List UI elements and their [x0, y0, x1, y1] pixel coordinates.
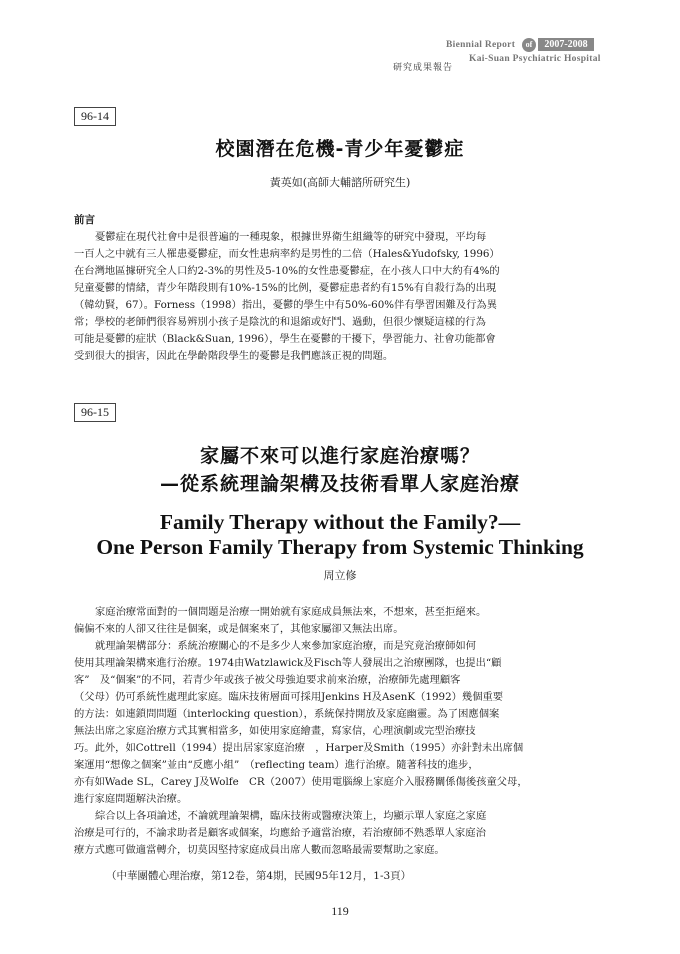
article2-line: 綜合以上各項論述，不論就理論架構，臨床技術或醫療決策上，均顯示單人家庭之家庭	[95, 810, 487, 822]
article2-line: 無法出席之家庭治療方式其實相當多，如使用家庭繪畫，寫家信，心理演劇或完型治療技	[74, 725, 476, 737]
article2-line: 的方法：如連鎖問問題（interlocking question），系統保持開放及家庭幽靈。為了困應個案	[74, 708, 500, 720]
header-hospital-name: Kai-Suan Psychiatric Hospital	[469, 54, 601, 64]
article2-line: 使用其理論架構來進行治療。1974由Watzlawick及Fisch等人發展出之治療團隊，也提出“顧	[74, 657, 502, 669]
article2-title-zh-line2: —從系統理論架構及技術看單人家庭治療	[159, 473, 520, 495]
article1-section-heading: 前言	[74, 214, 95, 226]
article2-title-en-line2: One Person Family Therapy from Systemic Thinking	[96, 535, 584, 559]
article1-line: 兒童憂鬱的情緒，青少年階段則有10%-15%的比例，憂鬱症患者約有15%有自殺行為的出現	[74, 282, 497, 294]
header-report-title: Biennial Report	[446, 40, 516, 50]
article2-title-zh-line1: 家屬不來可以進行家庭治療嗎？	[199, 445, 480, 467]
article1-title: 校園潛在危機-青少年憂鬱症	[215, 138, 465, 160]
article1-line: 常；學校的老師們很容易辨別小孩子是陰沈的和退縮或好鬥、過動，但很少懷疑這樣的行為	[74, 316, 486, 328]
article2-line: 就理論架構部分：系統治療關心的不是多少人來參加家庭治療，而是究竟治療師如何	[95, 640, 476, 652]
article1-line: （韓幼賢，67）。Forness（1998）指出，憂鬱的學生中有50%-60%伴有學習困難及行為異	[74, 299, 498, 311]
article1-line: 憂鬱症在現代社會中是很普遍的一種現象，根據世界衛生組織等的研究中發現，平均每	[95, 231, 487, 243]
article1-line: 在台灣地區據研究全人口約2-3%的男性及5-10%的女性患憂鬱症，在小孩人口中大約有4%的	[74, 265, 500, 277]
article2-line: （父母）仍可系統性處理此家庭。臨床技術層面可採用Jenkins H及AsenK（1992）幾個重要	[74, 691, 504, 703]
header-years-badge: 2007-2008	[538, 38, 594, 51]
header-of-badge: of	[522, 38, 536, 52]
page-number: 119	[331, 904, 349, 918]
article2-line: 治療是可行的，不論求助者是顧客或個案，均應給予適當治療，若治療師不熟悉單人家庭治	[74, 827, 486, 839]
article2-author: 周立修	[323, 569, 357, 582]
article2-line: 偏偏不來的人卻又往往是個案，或是個案來了，其他家屬卻又無法出席。	[74, 623, 404, 635]
article1-line: 可能是憂鬱的症狀（Black&Suan, 1996），學生在憂鬱的干擾下，學習能力、社會功能都會	[74, 333, 496, 345]
article2-line: 案運用“想像之個案”並由“反應小組” （reflecting team）進行治療。隨著科技的進步，	[74, 759, 479, 771]
article2-title-en-line1: Family Therapy without the Family?—	[159, 510, 521, 534]
article2-line: 巧。此外，如Cottrell（1994）提出居家家庭治療 ，Harper及Smith（1995）亦針對未出席個	[74, 742, 524, 754]
article2-line: 家庭治療常面對的一個問題是治療一開始就有家庭成員無法來，不想來，甚至拒絕來。	[95, 606, 487, 618]
article1-author: 黃英如(高師大輔諮所研究生)	[269, 176, 411, 189]
article2-line: 進行家庭問題解決治療。	[74, 793, 188, 805]
article2-line: 療方式應可做適當轉介，切莫因堅持家庭成員出席人數而忽略最需要幫助之家庭。	[74, 844, 445, 856]
article2-line: 客” 及“個案”的不同，若青少年或孩子被父母強迫要求前來治療，治療師先處理顧客	[74, 674, 461, 686]
article1-line: 一百人之中就有三人罹患憂鬱症，而女性患病率約是男性的二倍（Hales&Yudofsky, 1996）	[74, 248, 500, 260]
article2-citation: （中華團體心理治療，第12卷，第4期，民國95年12月，1-3頁）	[106, 870, 412, 882]
article1-code-box: 96-14	[74, 107, 116, 126]
article2-line: 亦有如Wade SL，Carey J及Wolfe CR（2007）使用電腦線上家庭介入服務關係傷後孩童父母，	[74, 776, 528, 788]
article1-line: 受到很大的損害，因此在學齡階段學生的憂鬱是我們應該正視的問題。	[74, 350, 394, 362]
article2-code-box: 96-15	[74, 403, 116, 422]
header-section-label: 研究成果報告	[393, 63, 454, 73]
